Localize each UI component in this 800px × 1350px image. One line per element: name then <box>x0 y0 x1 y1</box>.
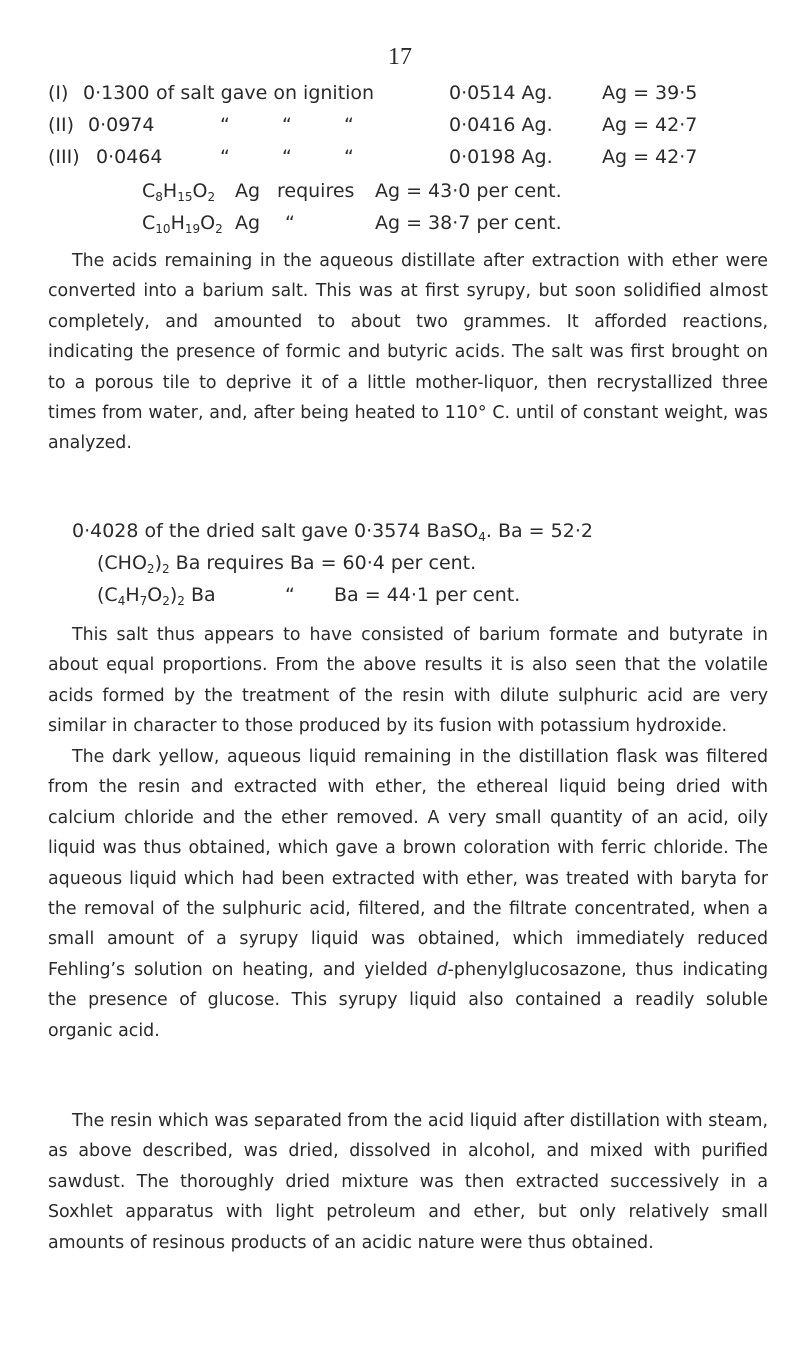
paragraph-barium-salt: The acids remaining in the aqueous distillate after extraction with ether were converted into a barium salt. This was at first syrupy, but soon solidified almost completely, and amounted to about two grammes. It afforded reactions, indicating the presence of formic and butyric acids. The salt was first brought on to a porous tile to deprive it of a little mother-liquor, then recrystallized three times from water, and, after being heated to 110° C. until of constant weight, was analyzed. <box>48 251 768 454</box>
ditto-mark: “ <box>220 114 230 136</box>
butyrate-formula: $(C_4H_7O_2)_2$ Ba <box>97 584 216 608</box>
sample-weight: 0·0974 <box>88 114 155 136</box>
sample-weight: 0·0464 <box>96 146 163 168</box>
sample-weight: 0·1300 <box>83 82 150 104</box>
ditto-mark: “ <box>344 146 354 168</box>
formula: $C_{10}H_{19}O_2$ <box>142 212 223 236</box>
silver-percent: Ag = 42·7 <box>602 146 698 168</box>
salt-label: Ag <box>235 212 261 234</box>
formula: $C_8H_{15}O_2$ <box>142 180 216 204</box>
barium-result: 0·4028 of the dried salt gave 0·3574 BaSO$_4$. Ba = 52·2 <box>72 520 593 544</box>
ditto-mark: “ <box>220 146 230 168</box>
requires-word: requires <box>277 180 355 202</box>
silver-requirement-2 <box>0 212 800 244</box>
ignition-row-1 <box>48 82 768 114</box>
required-value: Ag = 38·7 per cent. <box>375 212 562 234</box>
ignition-phrase: of salt gave on ignition <box>156 82 375 104</box>
barium-requirement-1 <box>0 552 800 584</box>
barium-requirement-2 <box>0 584 800 616</box>
silver-result: 0·0416 Ag. <box>449 114 553 136</box>
formate-formula: $(CHO_2)_2$ Ba requires Ba = 60·4 per cent. <box>97 552 477 576</box>
ditto-mark: “ <box>344 114 354 136</box>
required-value: Ag = 43·0 per cent. <box>375 180 562 202</box>
ditto-mark: “ <box>285 212 295 234</box>
ditto-mark: “ <box>282 114 292 136</box>
barium-analysis-line <box>0 520 800 552</box>
silver-result: 0·0198 Ag. <box>449 146 553 168</box>
page-number: 17 <box>388 44 412 70</box>
ignition-row-2 <box>48 114 768 146</box>
paragraph-resin-extraction: The resin which was separated from the acid liquid after distillation with steam, as above described, was dried, dissolved in alcohol, and mixed with purified sawdust. The thoroughly dried mixture was then extracted successively in a Soxhlet apparatus with light petroleum and ether, but only relatively small amounts of resinous products of an acidic nature were thus obtained. <box>48 1111 768 1253</box>
ditto-mark: “ <box>282 146 292 168</box>
ditto-mark: “ <box>285 584 295 606</box>
paragraph-aqueous-liquid: The dark yellow, aqueous liquid remaining in the distillation flask was filtered from the resin and extracted with ether, the ethereal liquid being dried with calcium chloride and the ether removed. A very small quantity of an acid, oily liquid was thus obtained, which gave a brown coloration with ferric chloride. The aqueous liquid which had been extracted with ether, was treated with baryta for the removal of the sulphuric acid, filtered, and the filtrate concentrated, when a small amount of a syrupy liquid was obtained, which immediately reduced Fehling’s solution on heating, and yielded d-phenylglucosazone, thus indicating the presence of glucose. This syrupy liquid also contained a readily soluble organic acid. <box>48 747 768 1041</box>
salt-label: Ag <box>235 180 261 202</box>
required-value: Ba = 44·1 per cent. <box>334 584 521 606</box>
paragraph-formate-butyrate: This salt thus appears to have consisted of barium formate and butyrate in about equal proportions. From the above results it is also seen that the volatile acids formed by the treatment of the resin with dilute sulphuric acid are very similar in character to those produced by its fusion with potassium hydroxide. <box>48 625 768 737</box>
silver-result: 0·0514 Ag. <box>449 82 553 104</box>
sample-label: (II) <box>48 114 75 136</box>
silver-percent: Ag = 42·7 <box>602 114 698 136</box>
ignition-row-3 <box>48 146 768 178</box>
sample-label: (I) <box>48 82 69 104</box>
silver-percent: Ag = 39·5 <box>602 82 698 104</box>
sample-label: (III) <box>48 146 80 168</box>
silver-requirement-1 <box>0 180 800 212</box>
